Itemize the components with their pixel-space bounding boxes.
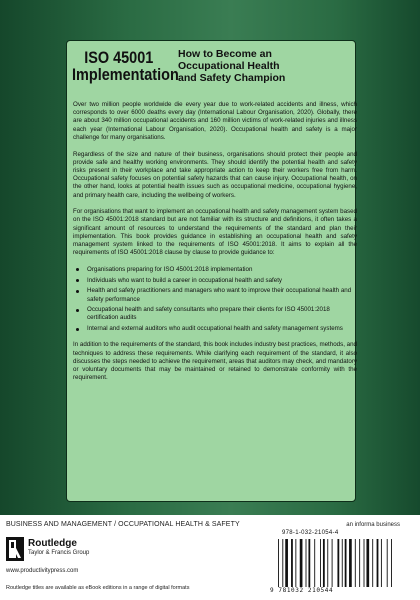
isbn-barcode-box <box>270 530 408 596</box>
barcode-icon <box>270 539 408 587</box>
blurb-paragraph-1: Over two million people worldwide die every year due to work-related accidents and illness, which corresponds to over 6000 deaths every day (International Labour Organisation, 2020). Globally, there are about 340 million occupational accidents and 160 million victims of work-related injuries and illness each year (International Labour Organisation, 2020). Occupational health and safety is a major challenge for many organisations. <box>73 101 357 141</box>
publisher-name: Routledge <box>28 538 77 549</box>
blurb-paragraph-3: For organisations that want to implement an occupational health and safety management system based on the ISO 45001:2018 standard but are not familiar with its structure and definitions, it often takes a significant amount of resources to understand the requirements of the standard and plan their implementation. This book provides guidance in establishing an occupational health and safety management system linked to the requirements of ISO 45001:2018. It aims to explain all the requirements of ISO 45001:2018 clause by clause to provide guidance to: <box>73 208 357 257</box>
blurb-paragraph-2: Regardless of the size and nature of their business, organisations should protect their people and provide safe and healthy working environments. They should identify the potential health and safety risks present in their workplace and take appropriate action to keep their workers free from harm. Occupational safety focuses on potential safety hazards that can cause injury. Occupational health, on the other hand, looks at potential health issues such as occupational medicine, occupational hygiene, and primary health care, including the wellbeing of workers. <box>73 150 357 199</box>
audience-list-item: Individuals who want to build a career in occupational health and safety <box>87 277 357 285</box>
informa-business-note: an informa business <box>346 522 400 528</box>
subtitle-line-3: and Safety Champion <box>178 72 286 84</box>
footer <box>0 515 420 600</box>
audience-list <box>73 266 357 333</box>
blurb-paragraph-4: In addition to the requirements of the standard, this book includes industry best practices, methods, and techniques to address these requirements. While clarifying each requirement of the standard, it also discusses the steps needed to achieve the requirement, areas that auditors may check, and mandatory or voluntary documents that may be maintained or retained to demonstrate conformity with the requirement. <box>73 341 357 382</box>
book-subtitle <box>178 48 348 84</box>
isbn-number: 978-1-032-21054-4 <box>282 530 339 536</box>
ebook-note: Routledge titles are available as eBook editions in a range of digital formats <box>6 585 190 591</box>
subject-category: BUSINESS AND MANAGEMENT / OCCUPATIONAL HEALTH & SAFETY <box>6 521 240 528</box>
title-line-1: ISO 45001 <box>84 48 154 67</box>
subtitle-line-1: How to Become an <box>178 48 272 60</box>
book-title <box>72 48 179 84</box>
audience-list-item: Internal and external auditors who audit occupational health and safety management systems <box>87 325 357 333</box>
publisher-website: www.productivitypress.com <box>6 568 79 574</box>
audience-list-item: Health and safety practitioners and managers who want to improve their occupational health and safety performance <box>87 287 357 303</box>
publisher-tagline: Taylor & Francis Group <box>28 550 90 556</box>
publisher-logo <box>6 537 146 563</box>
blurb-text <box>73 101 357 391</box>
subtitle-line-2: Occupational Health <box>178 60 280 72</box>
audience-list-item: Organisations preparing for ISO 45001:2018 implementation <box>87 266 357 274</box>
title-line-2: Implementation <box>72 65 179 84</box>
barcode-digits: 9 781032 210544 <box>270 587 334 594</box>
routledge-logo-icon <box>6 537 24 561</box>
audience-list-item: Occupational health and safety consultants who prepare their clients for ISO 45001:2018 certification audits <box>87 306 357 322</box>
